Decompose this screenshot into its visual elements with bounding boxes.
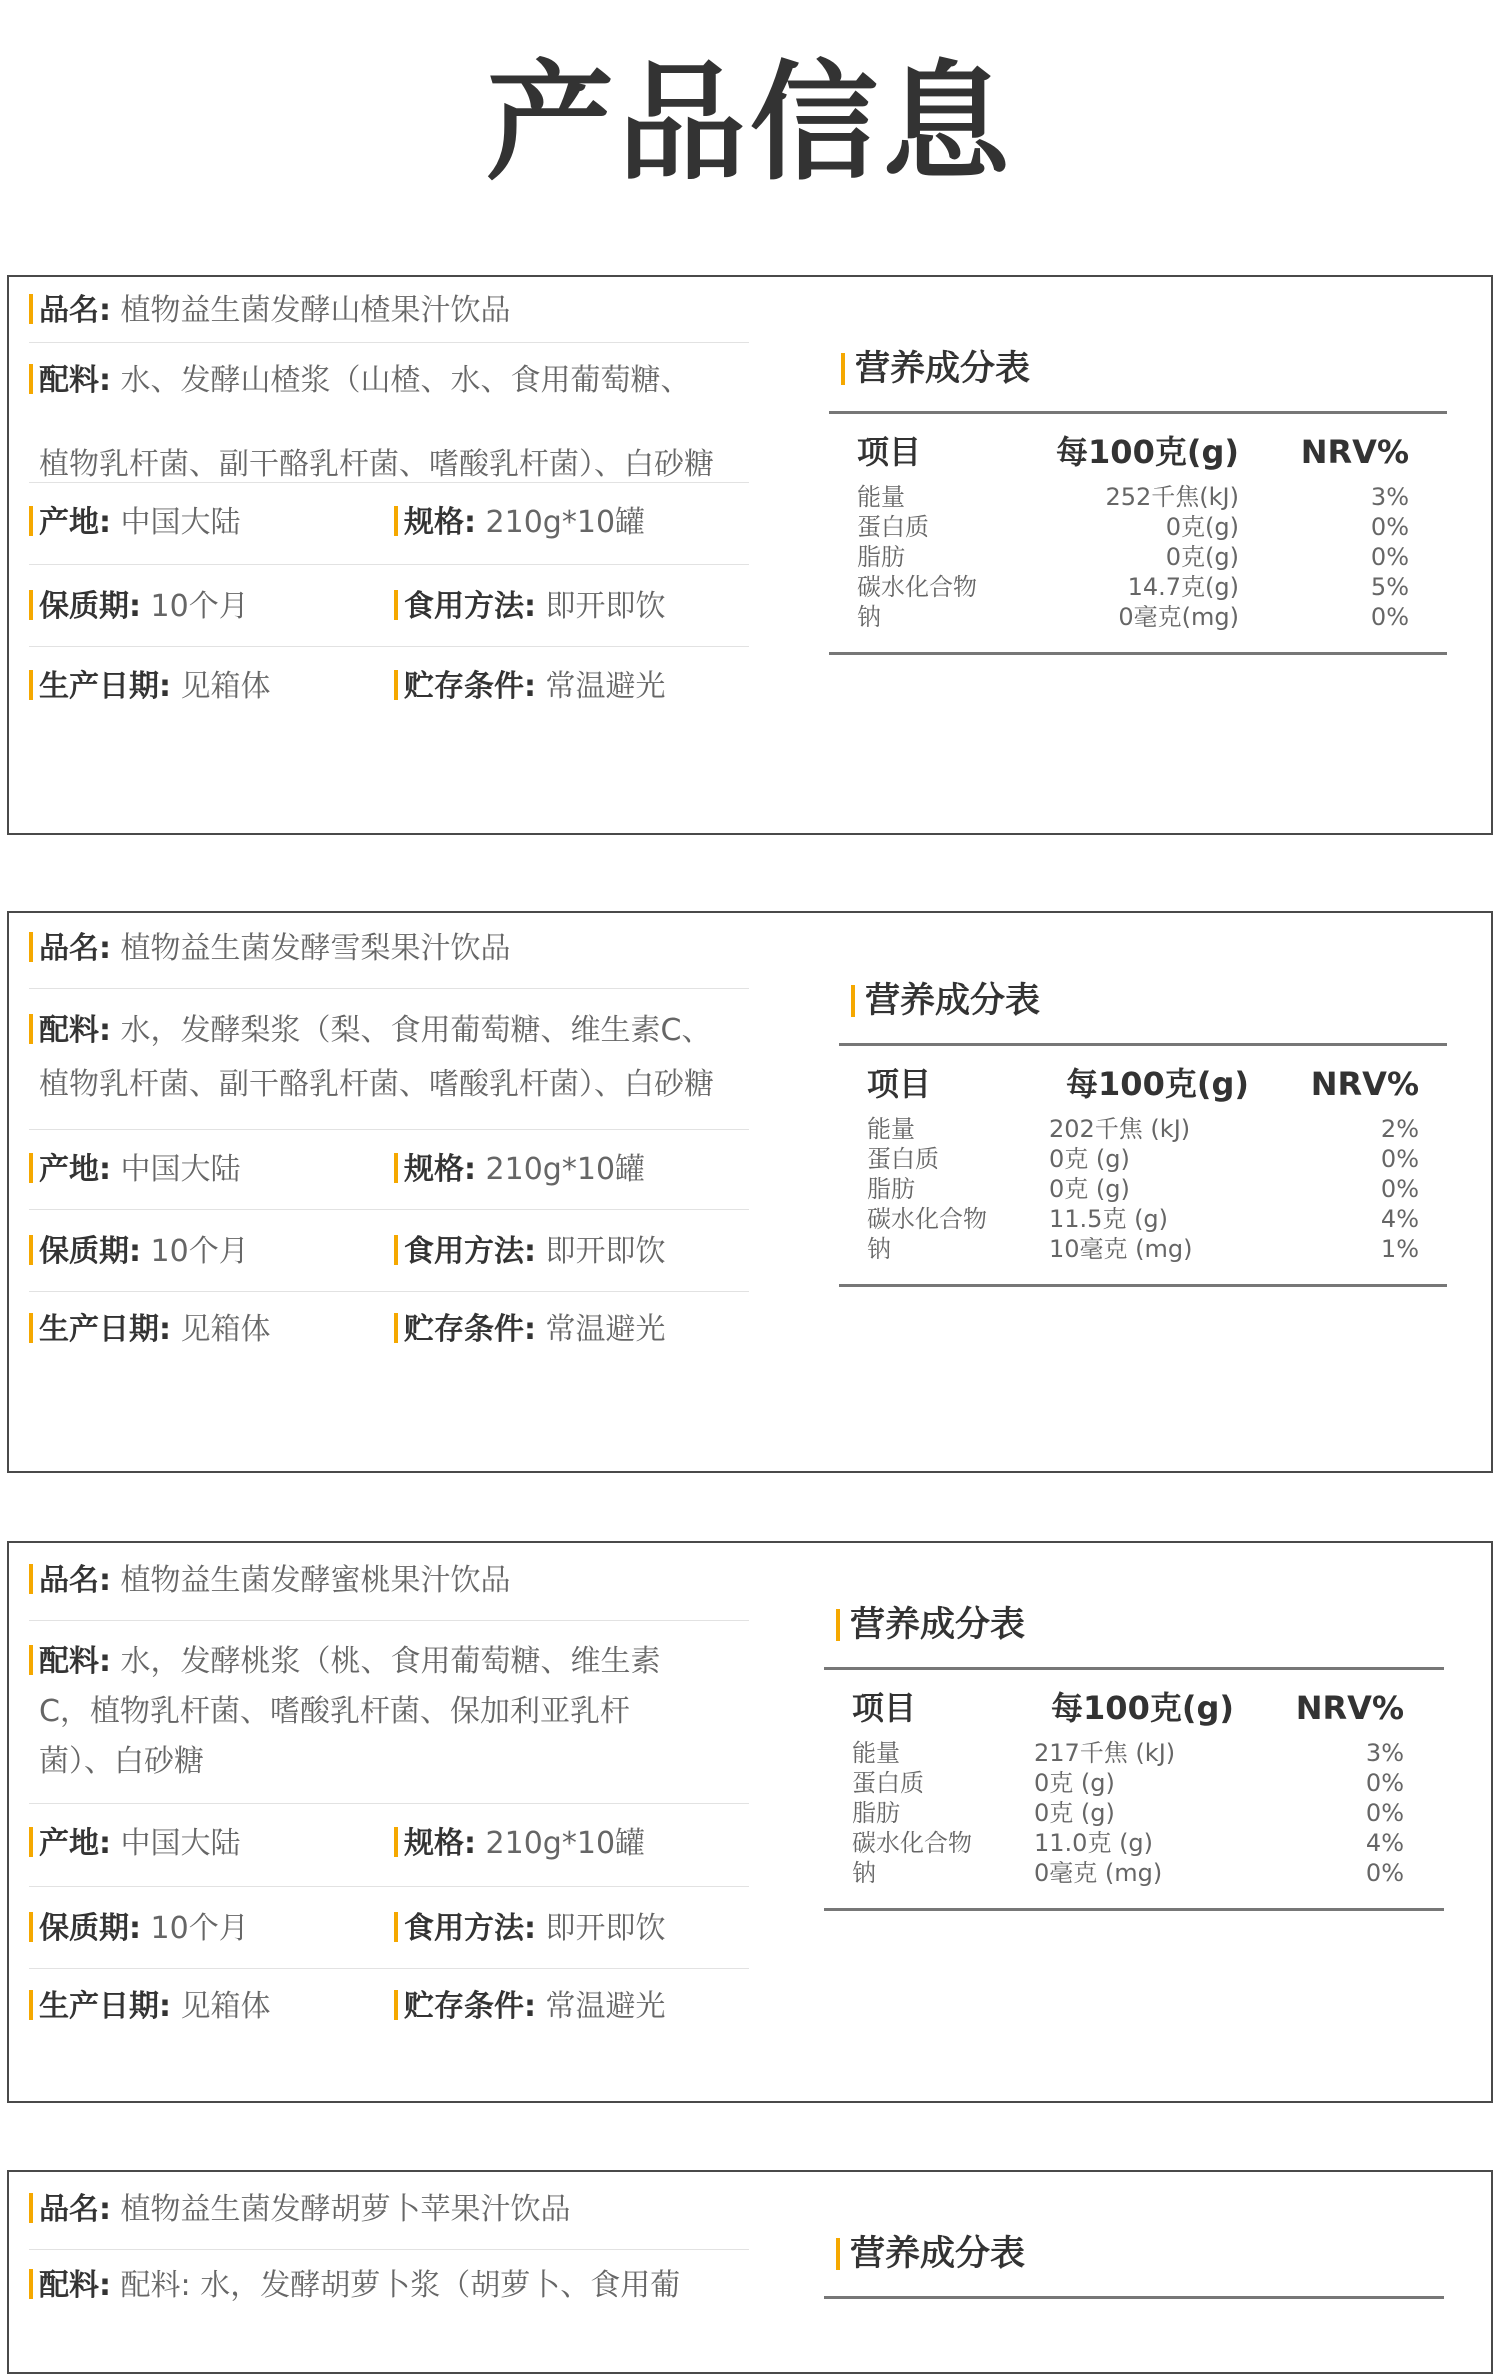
ingredients-line: 配料: 水，发酵胡萝卜浆（胡萝卜、食用葡 [120,2268,681,2303]
usage-label: 食用方法: [404,1911,536,1946]
nutrient-nrv: 0% [1370,513,1409,541]
nutrient-nrv: 4% [1380,1205,1419,1233]
nutrition-row-sodium [839,1234,1447,1264]
nutrition-row-fat [824,1798,1444,1828]
accent-bar [836,2238,840,2270]
name-label: 品名: [39,2192,111,2227]
nutrient-name: 钠 [867,1235,891,1263]
name-value: 植物益生菌发酵蜜桃果汁饮品 [120,1563,511,1598]
accent-bar [29,1990,33,2020]
nutrition-row-carbs [829,572,1447,602]
nutrient-amount: 0克(g) [1165,543,1239,571]
nutrient-amount: 11.0克 (g) [1034,1829,1154,1857]
storage-value: 常温避光 [545,1312,666,1347]
name-label: 品名: [39,1563,111,1598]
nutrient-nrv: 5% [1370,573,1409,601]
nutrient-amount: 11.5克 (g) [1049,1205,1169,1233]
nutrition-table [839,979,1447,1287]
product-info [29,913,749,1372]
usage-value: 即开即饮 [545,1234,666,1269]
accent-bar [394,1313,398,1343]
product-card-carrot-apple [7,2170,1493,2374]
nutrition-row-fat [839,1174,1447,1204]
spec-value: 210g*10罐 [485,1826,646,1861]
nutrition-table [824,1603,1444,1911]
nutrient-name: 钠 [852,1859,876,1887]
nutrient-nrv: 3% [1370,483,1409,511]
nutrition-row-energy [824,1738,1444,1768]
spec-value: 210g*10罐 [485,505,646,540]
nutrition-row-sodium [829,602,1447,632]
origin-spec-row [29,483,749,565]
nutrient-name: 碳水化合物 [852,1829,972,1857]
ingredients-row [29,1621,749,1804]
product-info [29,2172,749,2330]
product-card-peach [7,1541,1493,2103]
name-row [29,2172,749,2250]
nutrient-name: 蛋白质 [857,513,929,541]
nutrition-title: 营养成分表 [850,2234,1026,2274]
nutrient-name: 碳水化合物 [867,1205,987,1233]
date-label: 生产日期: [39,1312,171,1347]
nutrition-row-carbs [839,1204,1447,1234]
nutrient-name: 能量 [852,1739,900,1767]
spec-label: 规格: [404,1152,476,1187]
shelf-usage-row [29,1210,749,1292]
ingredients-line: 水，发酵桃浆（桃、食用葡萄糖、维生素 [120,1644,661,1679]
ingredients-line: 水、发酵山楂浆（山楂、水、食用葡萄糖、 [120,363,691,398]
accent-bar [394,1990,398,2020]
nutrition-row-carbs [824,1828,1444,1858]
accent-bar [29,506,33,536]
accent-bar [29,1645,33,1675]
name-row [29,913,749,989]
header-per100g: 每100克(g) [1051,1689,1234,1727]
origin-value: 中国大陆 [120,1152,241,1187]
nutrient-name: 脂肪 [857,543,905,571]
header-per100g: 每100克(g) [1066,1065,1249,1103]
nutrient-amount: 0克(g) [1165,513,1239,541]
shelf-usage-row [29,1887,749,1969]
accent-bar [29,1014,33,1044]
nutrition-row-energy [829,482,1447,512]
product-card-pear [7,911,1493,1473]
nutrient-nrv: 3% [1365,1739,1404,1767]
shelf-value: 10个月 [150,1234,249,1269]
ingredients-label: 配料: [39,2268,111,2303]
nutrient-nrv: 0% [1380,1175,1419,1203]
nutrition-table [829,347,1447,655]
accent-bar [29,1912,33,1942]
accent-bar [394,670,398,700]
date-label: 生产日期: [39,669,171,704]
usage-value: 即开即饮 [545,589,666,624]
accent-bar [29,364,33,394]
nutrition-row-energy [839,1114,1447,1144]
nutrient-name: 钠 [857,603,881,631]
ingredients-line: 水，发酵梨浆（梨、食用葡萄糖、维生素C、 [120,1013,712,1048]
nutrient-name: 蛋白质 [867,1145,939,1173]
accent-bar [29,670,33,700]
nutrient-amount: 0克 (g) [1049,1145,1130,1173]
nutrient-nrv: 0% [1380,1145,1419,1173]
nutrition-table [824,2232,1444,2299]
accent-bar [394,1153,398,1183]
shelf-label: 保质期: [39,1911,141,1946]
date-value: 见箱体 [180,1989,271,2024]
ingredients-label: 配料: [39,363,111,398]
nutrient-amount: 202千焦 (kJ) [1049,1115,1191,1143]
usage-value: 即开即饮 [545,1911,666,1946]
date-storage-row [29,1969,749,2049]
nutrition-title: 营养成分表 [865,981,1041,1021]
header-item: 项目 [857,433,922,471]
origin-label: 产地: [39,505,111,540]
nutrition-header [824,1688,1444,1728]
date-storage-row [29,1292,749,1372]
accent-bar [29,1235,33,1265]
ingredients-line: C，植物乳杆菌、嗜酸乳杆菌、保加利亚乳杆 [39,1694,630,1729]
accent-bar [29,294,33,324]
header-nrv: NRV% [1310,1065,1419,1103]
ingredients-row [29,2250,749,2330]
date-value: 见箱体 [180,1312,271,1347]
nutrient-amount: 0毫克 (mg) [1034,1859,1163,1887]
shelf-usage-row [29,565,749,647]
accent-bar [29,590,33,620]
ingredients-row [29,343,749,483]
header-item: 项目 [852,1689,917,1727]
nutrient-amount: 0克 (g) [1034,1769,1115,1797]
storage-value: 常温避光 [545,1989,666,2024]
nutrient-amount: 217千焦 (kJ) [1034,1739,1176,1767]
nutrition-row-sodium [824,1858,1444,1888]
origin-label: 产地: [39,1826,111,1861]
ingredients-line: 植物乳杆菌、副干酪乳杆菌、嗜酸乳杆菌）、白砂糖 [39,447,714,482]
nutrition-row-protein [829,512,1447,542]
header-item: 项目 [867,1065,932,1103]
accent-bar [394,1827,398,1857]
storage-label: 贮存条件: [404,1989,536,2024]
nutrient-amount: 0克 (g) [1049,1175,1130,1203]
name-label: 品名: [39,293,111,328]
nutrient-name: 能量 [857,483,905,511]
accent-bar [29,1313,33,1343]
name-label: 品名: [39,931,111,966]
accent-bar [394,506,398,536]
origin-spec-row [29,1804,749,1887]
ingredients-row [29,989,749,1130]
accent-bar [29,1564,33,1594]
accent-bar [394,1235,398,1265]
nutrition-header [839,1064,1447,1104]
accent-bar [29,2269,33,2299]
nutrition-title: 营养成分表 [855,349,1031,389]
header-nrv: NRV% [1300,433,1409,471]
header-per100g: 每100克(g) [1056,433,1239,471]
date-label: 生产日期: [39,1989,171,2024]
storage-label: 贮存条件: [404,1312,536,1347]
nutrient-name: 能量 [867,1115,915,1143]
date-value: 见箱体 [180,669,271,704]
ingredients-line: 菌）、白砂糖 [39,1744,204,1779]
nutrient-nrv: 4% [1365,1829,1404,1857]
nutrient-name: 脂肪 [852,1799,900,1827]
nutrient-amount: 0克 (g) [1034,1799,1115,1827]
nutrient-nrv: 0% [1365,1859,1404,1887]
spec-label: 规格: [404,505,476,540]
nutrient-name: 脂肪 [867,1175,915,1203]
storage-label: 贮存条件: [404,669,536,704]
name-row [29,1543,749,1621]
nutrient-amount: 10毫克 (mg) [1049,1235,1193,1263]
storage-value: 常温避光 [545,669,666,704]
nutrition-row-protein [839,1144,1447,1174]
usage-label: 食用方法: [404,589,536,624]
spec-value: 210g*10罐 [485,1152,646,1187]
accent-bar [394,1912,398,1942]
nutrient-name: 碳水化合物 [857,573,977,601]
origin-value: 中国大陆 [120,505,241,540]
nutrient-nrv: 1% [1380,1235,1419,1263]
ingredients-line: 植物乳杆菌、副干酪乳杆菌、嗜酸乳杆菌）、白砂糖 [39,1067,714,1102]
nutrient-nrv: 2% [1380,1115,1419,1143]
name-value: 植物益生菌发酵雪梨果汁饮品 [120,931,511,966]
spec-label: 规格: [404,1826,476,1861]
accent-bar [836,1609,840,1641]
shelf-label: 保质期: [39,589,141,624]
accent-bar [851,985,855,1017]
product-card-hawthorn [7,275,1493,835]
origin-spec-row [29,1130,749,1210]
accent-bar [29,1153,33,1183]
nutrient-nrv: 0% [1370,543,1409,571]
usage-label: 食用方法: [404,1234,536,1269]
ingredients-label: 配料: [39,1013,111,1048]
nutrient-nrv: 0% [1365,1799,1404,1827]
ingredients-label: 配料: [39,1644,111,1679]
nutrient-name: 蛋白质 [852,1769,924,1797]
nutrient-nrv: 0% [1365,1769,1404,1797]
nutrition-row-protein [824,1768,1444,1798]
shelf-value: 10个月 [150,1911,249,1946]
accent-bar [394,590,398,620]
product-info [29,277,749,727]
nutrition-header [829,432,1447,472]
page-title: 产品信息 [485,49,1014,198]
header-nrv: NRV% [1295,1689,1404,1727]
accent-bar [29,932,33,962]
name-value: 植物益生菌发酵胡萝卜苹果汁饮品 [120,2192,571,2227]
accent-bar [29,1827,33,1857]
accent-bar [29,2193,33,2223]
nutrient-amount: 252千焦(kJ) [1105,483,1239,511]
shelf-value: 10个月 [150,589,249,624]
name-value: 植物益生菌发酵山楂果汁饮品 [120,293,511,328]
product-info [29,1543,749,2049]
nutrition-title: 营养成分表 [850,1605,1026,1645]
nutrition-row-fat [829,542,1447,572]
nutrient-amount: 14.7克(g) [1127,573,1239,601]
origin-value: 中国大陆 [120,1826,241,1861]
origin-label: 产地: [39,1152,111,1187]
name-row [29,277,749,343]
nutrient-nrv: 0% [1370,603,1409,631]
shelf-label: 保质期: [39,1234,141,1269]
accent-bar [841,353,845,385]
nutrient-amount: 0毫克(mg) [1118,603,1239,631]
date-storage-row [29,647,749,727]
